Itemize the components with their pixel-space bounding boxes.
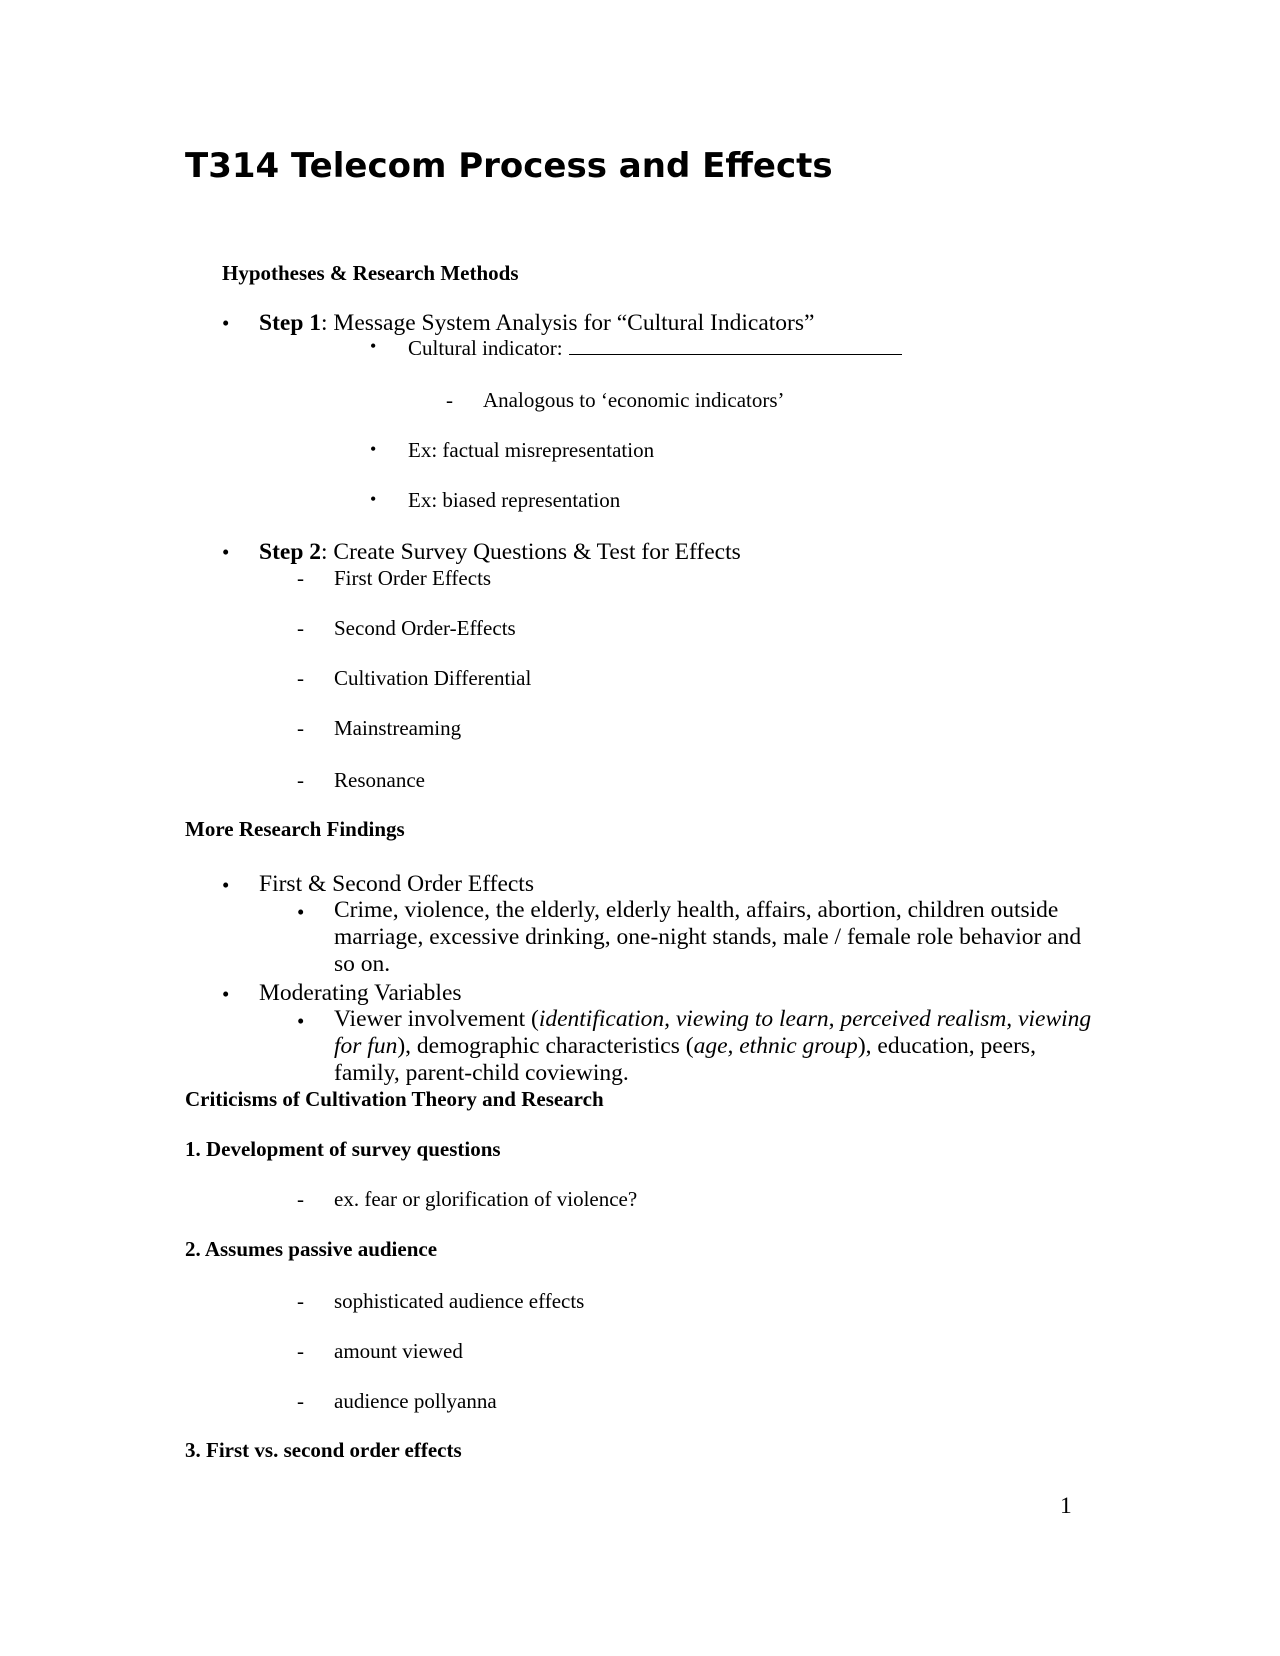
- list-item: Analogous to ‘economic indicators’: [483, 388, 785, 412]
- bullet-glyph: •: [222, 311, 230, 335]
- bullet-glyph: •: [370, 489, 377, 509]
- dash-glyph: -: [297, 1187, 304, 1211]
- list-item: ex. fear or glorification of violence?: [334, 1187, 638, 1211]
- list-item: audience pollyanna: [334, 1389, 497, 1413]
- section-heading-hypotheses: Hypotheses & Research Methods: [222, 261, 519, 285]
- italic-run: identification, viewing to learn, perceived realism, viewing for fun: [334, 1006, 1092, 1059]
- finding-topics-list: Crime, violence, the elderly, elderly health, affairs, abortion, children outside marriage, excessive drinking, one-night stands, male / female role behavior and so on.: [334, 897, 1082, 977]
- bullet-glyph: •: [222, 540, 230, 564]
- dash-glyph: -: [297, 566, 304, 590]
- dash-glyph: -: [297, 1289, 304, 1313]
- dash-glyph: -: [297, 1389, 304, 1413]
- italic-run: age, ethnic group: [693, 1033, 858, 1059]
- cultural-indicator-line: [408, 336, 902, 361]
- page-number: 1: [1060, 1493, 1072, 1519]
- dash-glyph: -: [297, 768, 304, 792]
- cultural-indicator-label: Cultural indicator:: [408, 336, 563, 360]
- step2-text: : Create Survey Questions & Test for Effects: [321, 539, 741, 565]
- list-item: sophisticated audience effects: [334, 1289, 585, 1313]
- dash-glyph: -: [297, 1339, 304, 1363]
- bullet-glyph: •: [370, 336, 377, 356]
- text-run: Viewer involvement (: [334, 1006, 539, 1032]
- finding-moderating-variables: Moderating Variables: [259, 980, 462, 1006]
- list-item: Resonance: [334, 768, 425, 792]
- criticism-2-heading: 2. Assumes passive audience: [185, 1237, 438, 1261]
- step2-line: [259, 539, 741, 566]
- finding-first-second-order: First & Second Order Effects: [259, 871, 534, 897]
- step1-line: [259, 310, 814, 337]
- criticism-3-heading: 3. First vs. second order effects: [185, 1438, 462, 1462]
- bullet-glyph: •: [297, 1009, 305, 1033]
- step1-label: Step 1: [259, 310, 322, 336]
- list-item: Ex: factual misrepresentation: [408, 438, 655, 462]
- dash-glyph: -: [297, 666, 304, 690]
- list-item: Cultivation Differential: [334, 666, 532, 690]
- step2-label: Step 2: [259, 539, 322, 565]
- bullet-glyph: •: [370, 439, 377, 459]
- bullet-glyph: •: [222, 982, 230, 1006]
- dash-glyph: -: [297, 616, 304, 640]
- list-item: First Order Effects: [334, 566, 492, 590]
- list-item: Ex: biased representation: [408, 488, 621, 512]
- section-heading-findings: More Research Findings: [185, 817, 405, 841]
- text-run: ), demographic characteristics (: [397, 1033, 694, 1059]
- bullet-glyph: •: [297, 900, 305, 924]
- list-item: amount viewed: [334, 1339, 463, 1363]
- document-title: T314 Telecom Process and Effects: [185, 146, 833, 186]
- list-item: Second Order-Effects: [334, 616, 516, 640]
- list-item: Mainstreaming: [334, 716, 462, 740]
- fill-in-blank: [569, 336, 902, 355]
- bullet-glyph: •: [222, 873, 230, 897]
- section-heading-criticisms: Criticisms of Cultivation Theory and Research: [185, 1087, 604, 1111]
- text-run: ), education, peers, family, parent-child coviewing.: [334, 1033, 1036, 1086]
- dash-glyph: -: [297, 716, 304, 740]
- finding-moderating-detail: [334, 1006, 1094, 1087]
- criticism-1-heading: 1. Development of survey questions: [185, 1137, 501, 1161]
- step1-text: : Message System Analysis for “Cultural Indicators”: [321, 310, 815, 336]
- dash-glyph: -: [446, 388, 453, 412]
